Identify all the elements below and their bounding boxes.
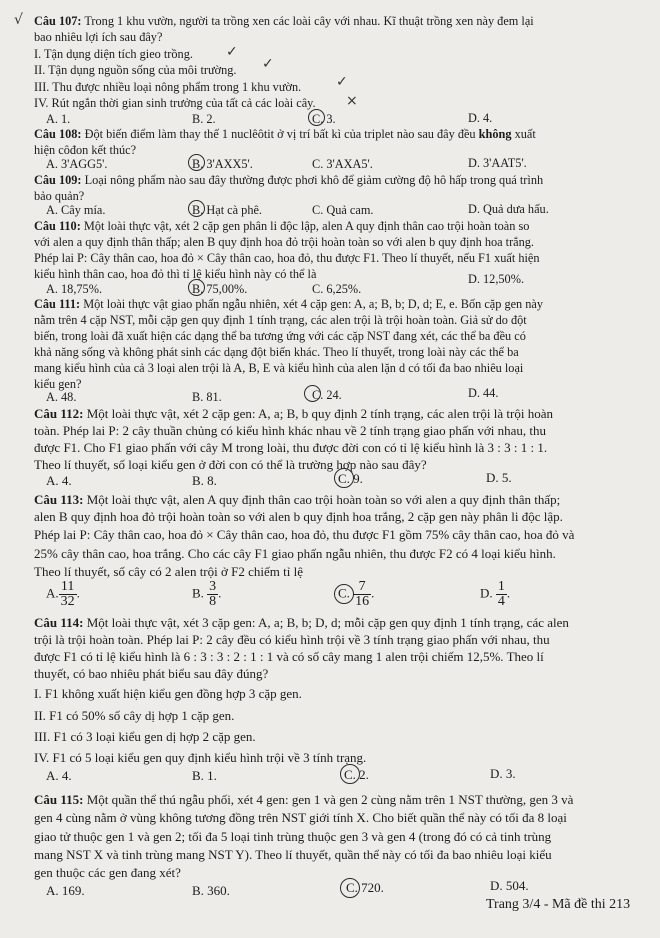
q113-option-a: A. $\frac{11}{32}$ .	[46, 579, 80, 609]
check-mark-icon: ✓	[336, 74, 348, 90]
q108-stem1a: Đột biến điểm làm thay thế 1 nuclêôtit ở vị trí bất kì của triplet nào sau đây đều	[84, 127, 479, 141]
q111-option-d: D. 44.	[468, 386, 499, 400]
q109-stem2: bảo quản?	[34, 189, 85, 203]
q113-option-a-num: 11	[59, 580, 77, 595]
q111-stem	[34, 297, 543, 311]
q112-option-b: B. 8.	[192, 473, 217, 488]
q114-stem1: Một loài thực vật, xét 3 cặp gen: A, a; B, b; D, d; mỗi cặp gen quy định 1 tính trạng, các alen	[86, 615, 569, 630]
q111-stem3: biến, trong loài đã xuất hiện các dạng thể ba tương ứng với các cặp NST đang xét, các thể ba đều có	[34, 329, 526, 343]
q112-label: Câu 112:	[34, 406, 84, 421]
q115-option-a: A. 169.	[46, 883, 85, 898]
q114-option-c: C. 2.	[344, 767, 369, 782]
q114-stem2: trội là trội hoàn toàn. Phép lai P: 2 cây đều có kiểu hình trội về 3 tính trạng giao phấn với nhau, thu	[34, 632, 550, 647]
q114-item-4: IV. F1 có 5 loại kiểu gen quy định kiểu hình trội về 3 tính trạng.	[34, 750, 367, 765]
q114-item-1: I. F1 không xuất hiện kiểu gen đồng hợp 3 cặp gen.	[34, 686, 302, 701]
q111-option-b: B. 81.	[192, 390, 222, 404]
q115-stem	[34, 792, 573, 808]
q109-stem1: Loại nông phẩm nào sau đây thường được phơi khô để giảm cường độ hô hấp trong quá trình	[84, 173, 544, 187]
q115-stem2: gen 4 cùng nằm ở vùng không tương đồng trên NST giới tính X. Cho biết quần thể này có tối đa 8 loại	[34, 810, 567, 825]
q113-option-d-num: 1	[497, 579, 505, 594]
q110-stem	[34, 219, 529, 233]
q107-option-d: D. 4.	[468, 111, 493, 125]
q115-option-c: C. 720.	[346, 880, 384, 895]
q113-option-b-den: 8	[209, 594, 217, 609]
q107-item-2: II. Tận dụng nguồn sống của môi trường.	[34, 63, 237, 77]
q107-item-4: IV. Rút ngắn thời gian sinh trưởng của tất cả các loài cây.	[34, 96, 316, 110]
q108-stem1c: xuất	[511, 127, 536, 141]
q111-stem6: kiểu gen?	[34, 377, 82, 391]
q111-stem5: mang kiểu hình của cả 3 loại alen trội là A, B, E và kiểu hình của alen lặn d có tối đa bao nhiêu loại	[34, 361, 524, 375]
q113-option-c-num: 7	[353, 580, 371, 595]
q113-label: Câu 113:	[34, 492, 84, 507]
check-mark-icon: ✓	[262, 56, 274, 72]
q111-stem1: Một loài thực vật giao phấn ngẫu nhiên, xét 4 cặp gen: A, a; B, b; D, d; E, e. Bốn cặp gen này	[83, 297, 544, 311]
q110-stem4: kiểu hình thân cao, hoa đỏ thì tỉ lệ kiểu hình này có thể là	[34, 267, 317, 281]
q110-stem1: Một loài thực vật, xét 2 cặp gen phân li độc lập, alen A quy định thân cao trội hoàn toàn so	[83, 219, 530, 233]
q113-option-c-den: 16	[355, 594, 370, 609]
q110-label: Câu 110:	[34, 219, 81, 233]
q108-option-b: B. 3'AXX5'.	[192, 157, 253, 171]
q110-option-d: D. 12,50%.	[468, 272, 525, 286]
q113-stem5: Theo lí thuyết, số cây có 2 alen trội ở F2 chiếm tỉ lệ	[34, 564, 303, 579]
q107-item-1: I. Tận dụng diện tích gieo trồng.	[34, 47, 193, 61]
q108-option-c: C. 3'AXA5'.	[312, 157, 373, 171]
q113-option-b-letter: B.	[192, 585, 204, 601]
q113-stem	[34, 492, 560, 508]
q112-option-c: C. 9.	[338, 471, 363, 486]
q107-stem	[34, 14, 534, 28]
q113-option-c-letter: C.	[338, 585, 350, 601]
q110-option-c: C. 6,25%.	[312, 282, 362, 296]
q113-stem3: Phép lai P: Cây thân cao, hoa đỏ × Cây thân cao, hoa đỏ, thu được F1 gồm 75% cây thân cao, hoa đỏ và	[34, 527, 575, 542]
q112-option-a: A. 4.	[46, 473, 72, 488]
q113-option-b: B. $\frac{3}{8}$ .	[192, 579, 222, 609]
q111-label: Câu 111:	[34, 297, 81, 311]
q107-stem2: bao nhiêu lợi ích sau đây?	[34, 30, 163, 44]
q113-option-d-letter: D.	[480, 585, 493, 601]
q113-option-b-num: 3	[209, 579, 217, 594]
q113-option-c: C. $\frac{7}{16}$ .	[338, 579, 375, 609]
q107-option-c: C. 3.	[312, 112, 336, 126]
q107-item-3: III. Thu được nhiều loại nông phẩm trong 1 khu vườn.	[34, 80, 302, 94]
cross-mark-icon: ×	[346, 93, 358, 109]
q109-option-c: C. Quả cam.	[312, 203, 374, 217]
q113-stem2: alen B quy định hoa đỏ trội hoàn toàn so với alen b quy định hoa trắng, 2 cặp gen này phân li độc lập.	[34, 509, 563, 524]
q107-stem1: Trong 1 khu vườn, người ta trồng xen các loài cây với nhau. Kĩ thuật trồng xen này đem lại	[84, 14, 534, 28]
q110-option-a: A. 18,75%.	[46, 282, 103, 296]
q115-stem5: gen thuộc các gen đang xét?	[34, 865, 181, 880]
q114-label: Câu 114:	[34, 615, 84, 630]
page-footer: Trang 3/4 - Mã đề thi 213	[486, 897, 631, 912]
q114-item-3: III. F1 có 3 loại kiểu gen dị hợp 2 cặp gen.	[34, 729, 256, 744]
q109-label: Câu 109:	[34, 173, 82, 187]
q112-stem2: toàn. Phép lai P: 2 cây thuần chủng có kiểu hình khác nhau về 2 tính trạng giao phấn với nhau, thu	[34, 423, 546, 438]
q115-stem1: Một quần thể thú ngẫu phối, xét 4 gen: gen 1 và gen 2 cùng nằm trên 1 NST thường, gen 3 và	[86, 792, 574, 807]
check-mark-icon: √	[14, 12, 23, 28]
q109-option-d: D. Quả dưa hấu.	[468, 202, 549, 216]
q113-option-d: D. $\frac{1}{4}$ .	[480, 579, 511, 609]
q110-stem3: Phép lai P: Cây thân cao, hoa đỏ × Cây thân cao, hoa đỏ, thu được F1. Theo lí thuyết, nếu F1 xuất hiện	[34, 251, 540, 265]
q107-option-a: A. 1.	[46, 112, 71, 126]
q113-option-d-den: 4	[497, 594, 505, 609]
q113-stem1: Một loài thực vật, alen A quy định thân cao trội hoàn toàn so với alen a quy định thân thấp;	[86, 492, 561, 507]
q112-stem4: Theo lí thuyết, số loại kiểu gen ở đời con có thể là trường hợp nào sau đây?	[34, 457, 427, 472]
q114-stem3: được F1 có tỉ lệ kiểu hình là 6 : 3 : 3 : 2 : 1 : 1 và có số cây mang 1 alen trội chiếm 12,5%. Theo lí	[34, 649, 544, 664]
q108-option-a: A. 3'AGG5'.	[46, 157, 108, 171]
q114-option-d: D. 3.	[490, 766, 516, 781]
q108-option-d: D. 3'AAT5'.	[468, 156, 527, 170]
q115-stem3: giao tử thuộc gen 1 và gen 2; tối đa 5 loại tinh trùng thuộc gen 3 và gen 4 (trong đó có cả tinh trùng	[34, 829, 552, 844]
q114-option-b: B. 1.	[192, 768, 217, 783]
q115-option-d: D. 504.	[490, 878, 529, 893]
q112-stem	[34, 406, 553, 422]
q108-stem	[34, 127, 536, 141]
q111-stem4: khả năng sống và không phát sinh các dạng đột biến khác. Theo lí thuyết, trong loài này các thể ba	[34, 345, 519, 359]
q114-stem	[34, 615, 569, 631]
q113-stem4: 25% cây thân cao, hoa trắng. Cho các cây F1 giao phấn ngẫu nhiên, thu được F2 có 4 loại kiểu hình.	[34, 546, 556, 561]
q111-stem2: nằm trên 4 cặp NST, mỗi cặp gen quy định 1 tính trạng, các alen trội là trội hoàn toàn. Giả sử do đột	[34, 313, 527, 327]
q109-option-a: A. Cây mía.	[46, 203, 106, 217]
q114-stem4: thuyết, có bao nhiêu phát biểu sau đây đúng?	[34, 666, 269, 681]
q108-stem2: hiện côđon kết thúc?	[34, 143, 137, 157]
q113-option-a-letter: A.	[46, 585, 59, 601]
q111-option-c: C. 24.	[312, 388, 342, 402]
q109-option-b: B. Hạt cà phê.	[192, 203, 262, 217]
check-mark-icon: ✓	[226, 44, 238, 60]
q115-label: Câu 115:	[34, 792, 84, 807]
q110-stem2: với alen a quy định thân thấp; alen B quy định hoa đỏ trội hoàn toàn so với alen b quy định hoa trắng.	[34, 235, 535, 249]
q110-option-b: B. 75,00%.	[192, 282, 248, 296]
q112-option-d: D. 5.	[486, 470, 512, 485]
q111-option-a: A. 48.	[46, 390, 77, 404]
q113-option-a-den: 32	[60, 594, 75, 609]
q109-stem	[34, 173, 543, 187]
q107-option-b: B. 2.	[192, 112, 216, 126]
q115-stem4: mang NST X và tinh trùng mang NST Y). Theo lí thuyết, quần thể này có tối đa bao nhiêu loại kiểu	[34, 847, 552, 862]
q115-option-b: B. 360.	[192, 883, 230, 898]
q114-item-2: II. F1 có 50% số cây dị hợp 1 cặp gen.	[34, 708, 235, 723]
q108-stem1b: không	[478, 127, 512, 141]
q112-stem1: Một loài thực vật, xét 2 cặp gen: A, a; B, b quy định 2 tính trạng, các alen trội là trội hoàn	[86, 406, 554, 421]
q114-option-a: A. 4.	[46, 768, 72, 783]
q108-label: Câu 108:	[34, 127, 82, 141]
q112-stem3: được F1. Cho F1 giao phấn với cây M trong loài, thu được đời con có tỉ lệ kiểu hình là 3 : 3 : 1 : 1.	[34, 440, 548, 455]
q107-label: Câu 107:	[34, 14, 82, 28]
